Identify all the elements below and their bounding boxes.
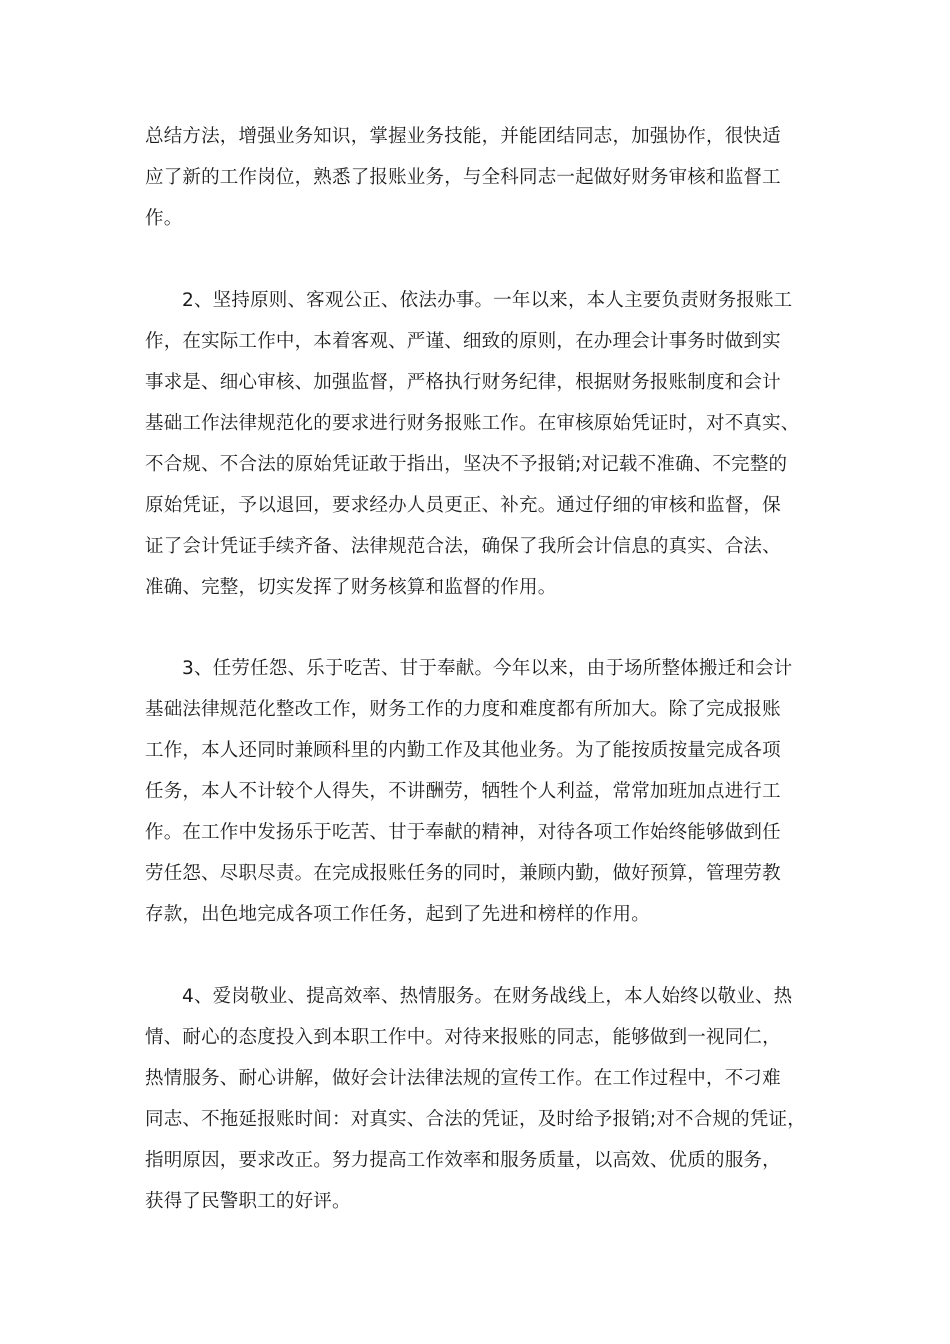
- paragraph-line: 工作，本人还同时兼顾科里的内勤工作及其他业务。为了能按质按量完成各项: [145, 740, 781, 761]
- paragraph-line: 作。: [145, 208, 183, 229]
- paragraph-line: 2、坚持原则、客观公正、依法办事。一年以来，本人主要负责财务报账工: [182, 290, 793, 311]
- paragraph-line: 任务，本人不计较个人得失，不讲酬劳，牺牲个人利益，常常加班加点进行工: [145, 781, 781, 802]
- paragraph-line: 事求是、细心审核、加强监督，严格执行财务纪律，根据财务报账制度和会计: [145, 372, 781, 393]
- paragraph-line: 准确、完整，切实发挥了财务核算和监督的作用。: [145, 577, 557, 598]
- paragraph-line: 同志、不拖延报账时间：对真实、合法的凭证，及时给予报销;对不合规的凭证，: [145, 1109, 806, 1130]
- paragraph-line: 不合规、不合法的原始凭证敢于指出，坚决不予报销;对记载不准确、不完整的: [145, 454, 788, 475]
- paragraph-line: 4、爱岗敬业、提高效率、热情服务。在财务战线上，本人始终以敬业、热: [182, 986, 793, 1007]
- paragraph-line: 热情服务、耐心讲解，做好会计法律法规的宣传工作。在工作过程中，不刁难: [145, 1068, 781, 1089]
- paragraph-line: 3、任劳任怨、乐于吃苦、甘于奉献。今年以来，由于场所整体搬迁和会计: [182, 658, 793, 679]
- paragraph-line: 作，在实际工作中，本着客观、严谨、细致的原则，在办理会计事务时做到实: [145, 331, 781, 352]
- paragraph-line: 存款，出色地完成各项工作任务，起到了先进和榜样的作用。: [145, 904, 650, 925]
- paragraph-line: 基础法律规范化整改工作，财务工作的力度和难度都有所加大。除了完成报账: [145, 699, 781, 720]
- paragraph-line: 证了会计凭证手续齐备、法律规范合法，确保了我所会计信息的真实、合法、: [145, 536, 781, 557]
- paragraph-line: 原始凭证，予以退回，要求经办人员更正、补充。通过仔细的审核和监督，保: [145, 495, 781, 516]
- paragraph-line: 情、耐心的态度投入到本职工作中。对待来报账的同志，能够做到一视同仁，: [145, 1027, 781, 1048]
- paragraph-line: 应了新的工作岗位，熟悉了报账业务，与全科同志一起做好财务审核和监督工: [145, 167, 781, 188]
- paragraph-line: 劳任怨、尽职尽责。在完成报账任务的同时，兼顾内勤，做好预算，管理劳教: [145, 863, 781, 884]
- paragraph-line: 指明原因，要求改正。努力提高工作效率和服务质量，以高效、优质的服务，: [145, 1150, 781, 1171]
- paragraph-line: 基础工作法律规范化的要求进行财务报账工作。在审核原始凭证时，对不真实、: [145, 413, 800, 434]
- paragraph-line: 作。在工作中发扬乐于吃苦、甘于奉献的精神，对待各项工作始终能够做到任: [145, 822, 781, 843]
- paragraph-line: 总结方法，增强业务知识，掌握业务技能，并能团结同志，加强协作，很快适: [145, 126, 781, 147]
- paragraph-line: 获得了民警职工的好评。: [145, 1191, 351, 1212]
